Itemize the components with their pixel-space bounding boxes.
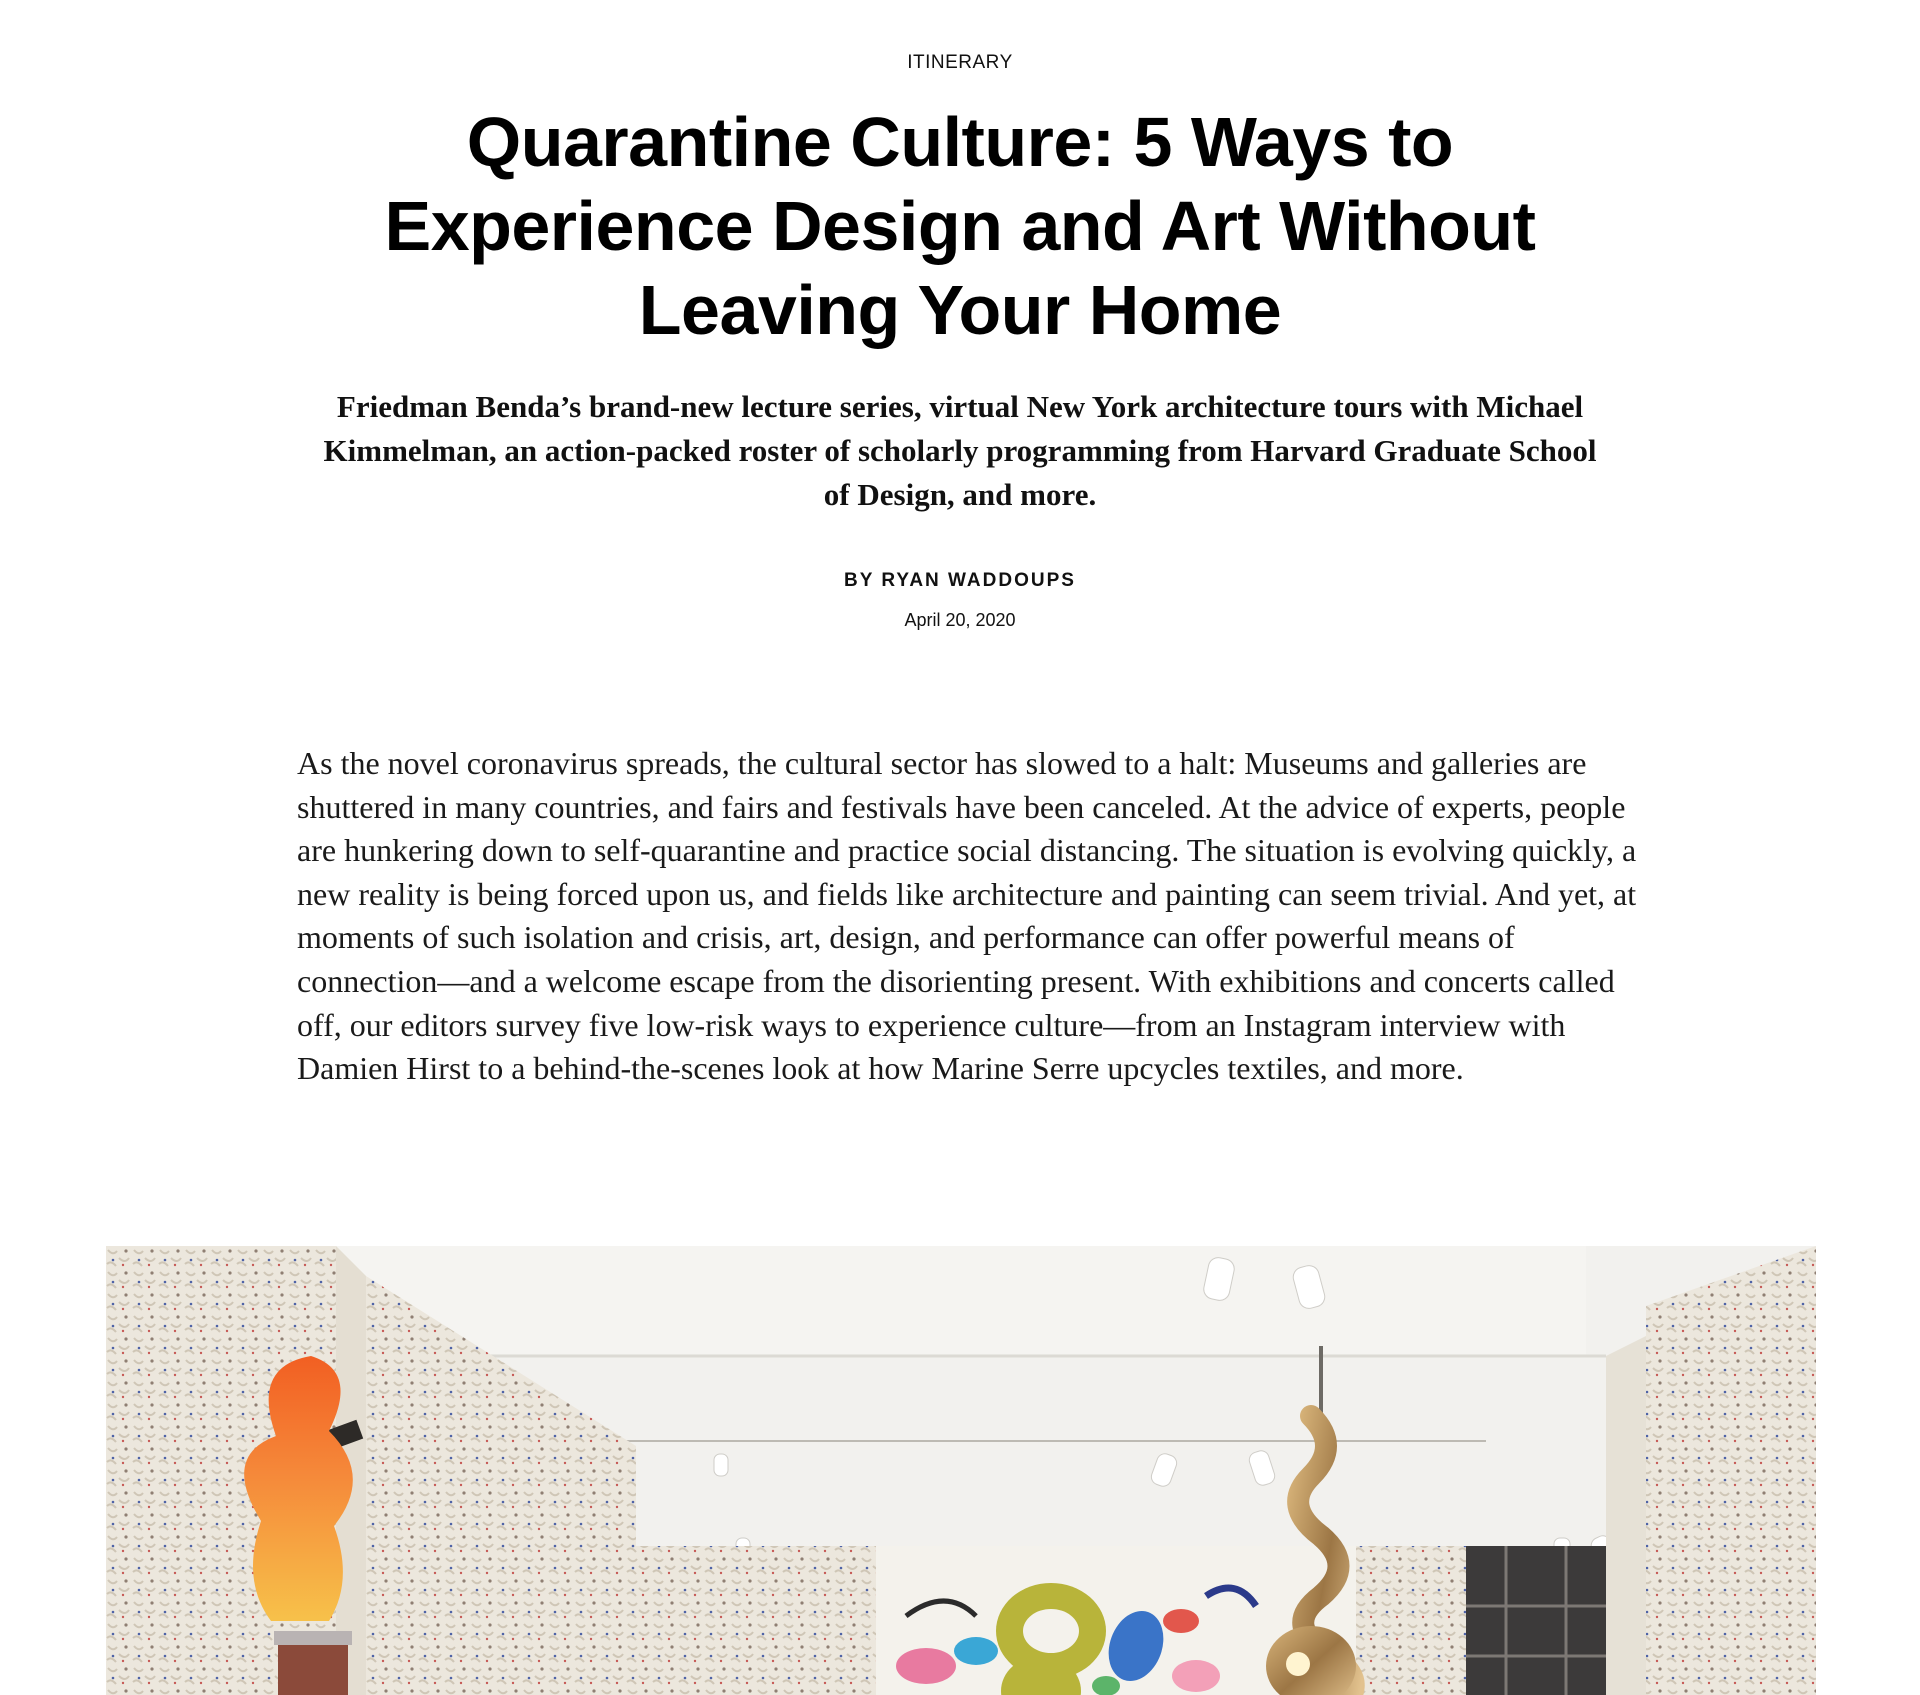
hero-image <box>106 1246 1816 1695</box>
author-byline[interactable]: BY RYAN WADDOUPS <box>844 570 1076 591</box>
article-intro-paragraph: As the novel coronavirus spreads, the cultural sector has slowed to a halt: Museums and galleries are shuttered in many countries, and fairs and festivals have been canceled. At the advice of experts, people are hunkering down to self-quarantine and practice social distancing. The situation is evolving quickly, a new reality is being forced upon us, and fields like architecture and painting can seem trivial. And yet, at moments of such isolation and crisis, art, design, and performance can offer powerful means of connection—and a welcome escape from the disorienting present. With exhibitions and concerts called off, our editors survey five low-risk ways to experience culture—from an Instagram interview with Damien Hirst to a behind-the-scenes look at how Marine Serre upcycles textiles, and more. <box>297 745 1637 1087</box>
article-headline: Quarantine Culture: 5 Ways to Experience Design and Art Without Leaving Your Home <box>384 103 1536 349</box>
article-dek: Friedman Benda’s brand-new lecture series, virtual New York architecture tours with Michael Kimmelman, an action-packed roster of scholarly programming from Harvard Graduate School of Design, and more. <box>323 389 1597 512</box>
category-kicker-link[interactable]: ITINERARY <box>907 52 1013 73</box>
publish-date: April 20, 2020 <box>904 610 1016 630</box>
gallery-installation-photo <box>106 1246 1816 1695</box>
